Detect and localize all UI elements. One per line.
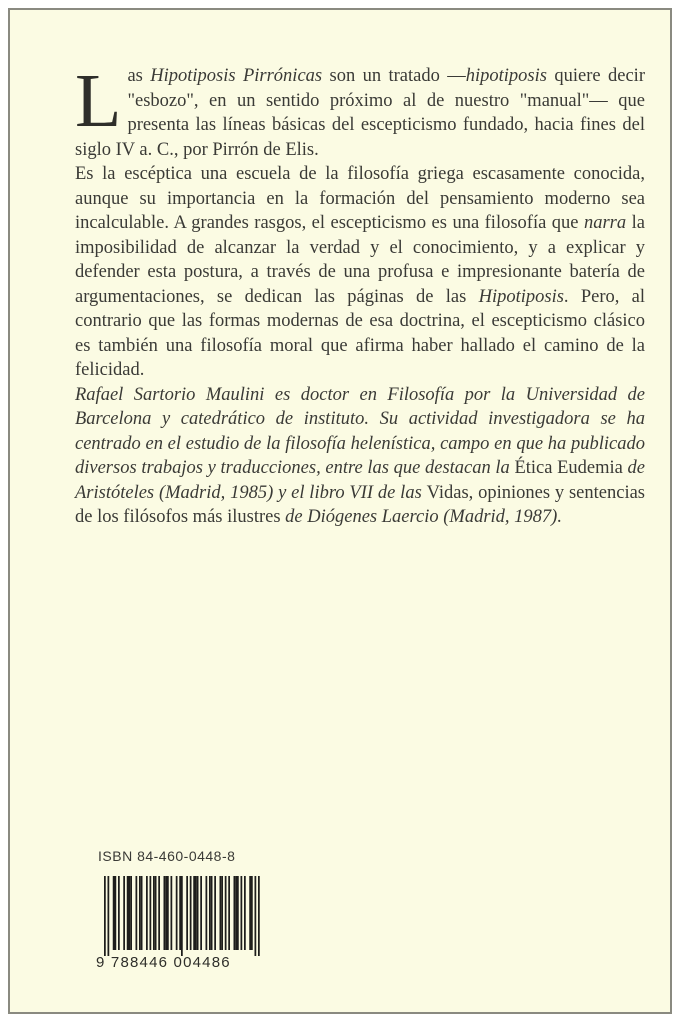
barcode-bar — [255, 876, 257, 956]
barcode-bar — [171, 876, 173, 950]
barcode-bar — [150, 876, 152, 950]
barcode-bar — [141, 876, 143, 950]
barcode-bar — [193, 876, 195, 950]
barcode — [94, 870, 266, 978]
barcode-bar — [155, 876, 157, 950]
barcode-bar — [258, 876, 260, 956]
barcode-bar — [209, 876, 211, 950]
barcode-bar — [127, 876, 129, 950]
barcode-number: 9 788446 004486 — [96, 954, 231, 971]
barcode-bar — [190, 876, 192, 950]
barcode-bar — [244, 876, 246, 950]
barcode-bar — [129, 876, 131, 950]
barcode-bar — [225, 876, 227, 950]
barcode-bar — [181, 876, 183, 956]
barcode-bar — [130, 876, 132, 950]
barcode-bar — [195, 876, 197, 950]
barcode-bar — [228, 876, 230, 950]
barcode-bar — [104, 876, 106, 956]
barcode-bar — [221, 876, 223, 950]
barcode-bar — [197, 876, 199, 950]
book-back-cover — [8, 8, 672, 1014]
barcode-bar — [211, 876, 213, 950]
drop-cap: L — [75, 59, 122, 143]
barcode-bar — [220, 876, 222, 950]
barcode-bar — [179, 876, 181, 950]
book-title-italic: Hipotiposis Pirrónicas — [150, 66, 323, 86]
barcode-bar — [251, 876, 253, 950]
barcode-bar — [165, 876, 167, 950]
barcode-bar — [186, 876, 188, 950]
paragraph-author-bio: Rafael Sartorio Maulini es doctor en Filosofía por la Universidad de Barcelona y catedrático de instituto. Su actividad investigadora se ha centrado en el estudio de la filosofía helenística, campo en que ha publicado diversos trabajos y traducciones, entre las que destacan la Ética Eudemia de Aristóteles (Madrid, 1985) y el libro VII de las Vidas, opiniones y sentencias de los filósofos más ilustres de Diógenes Laercio (Madrid, 1987). — [75, 384, 645, 527]
barcode-bar — [136, 876, 138, 950]
barcode-bar — [235, 876, 237, 950]
barcode-bar — [176, 876, 178, 950]
barcode-bar — [146, 876, 148, 950]
barcode-bar — [214, 876, 216, 950]
barcode-bar — [164, 876, 166, 950]
barcode-bar — [108, 876, 110, 956]
barcode-bar — [153, 876, 155, 950]
barcode-bar — [241, 876, 243, 950]
isbn-label: ISBN 84-460-0448-8 — [98, 848, 236, 864]
barcode-bar — [167, 876, 169, 950]
barcode-bar — [234, 876, 236, 950]
barcode-bar — [158, 876, 160, 950]
cover-text — [75, 59, 645, 530]
barcode-bar — [123, 876, 125, 950]
barcode-bar — [206, 876, 208, 950]
barcode-bars — [104, 876, 260, 956]
barcode-bar — [249, 876, 251, 950]
barcode-bar — [118, 876, 120, 950]
barcode-bar — [139, 876, 141, 950]
barcode-bar — [200, 876, 202, 950]
barcode-bar — [113, 876, 115, 950]
barcode-bar — [115, 876, 117, 950]
paragraph-intro: Las Hipotiposis Pirrónicas son un tratado —hipotiposis quiere decir "esbozo", en un sentido próximo al de nuestro "manual"— que presenta las líneas básicas del escepticismo fundado, hacia fines del siglo IV a. C., por Pirrón de Elis. — [75, 59, 645, 160]
paragraph-description: Es la escéptica una escuela de la filosofía griega escasamente conocida, aunque su importancia en la formación del pensamiento moderno sea incalculable. A grandes rasgos, el escepticismo es una filosofía que narra la imposibilidad de alcanzar la verdad y el conocimiento, y a explicar y defender esta postura, a través de una profusa e impresionante batería de argumentaciones, se dedican las páginas de las Hipotiposis. Pero, al contrario que las formas modernas de esa doctrina, el escepticismo clásico es también una filosofía moral que afirma haber hallado el camino de la felicidad. — [75, 164, 645, 380]
barcode-bar — [237, 876, 239, 950]
